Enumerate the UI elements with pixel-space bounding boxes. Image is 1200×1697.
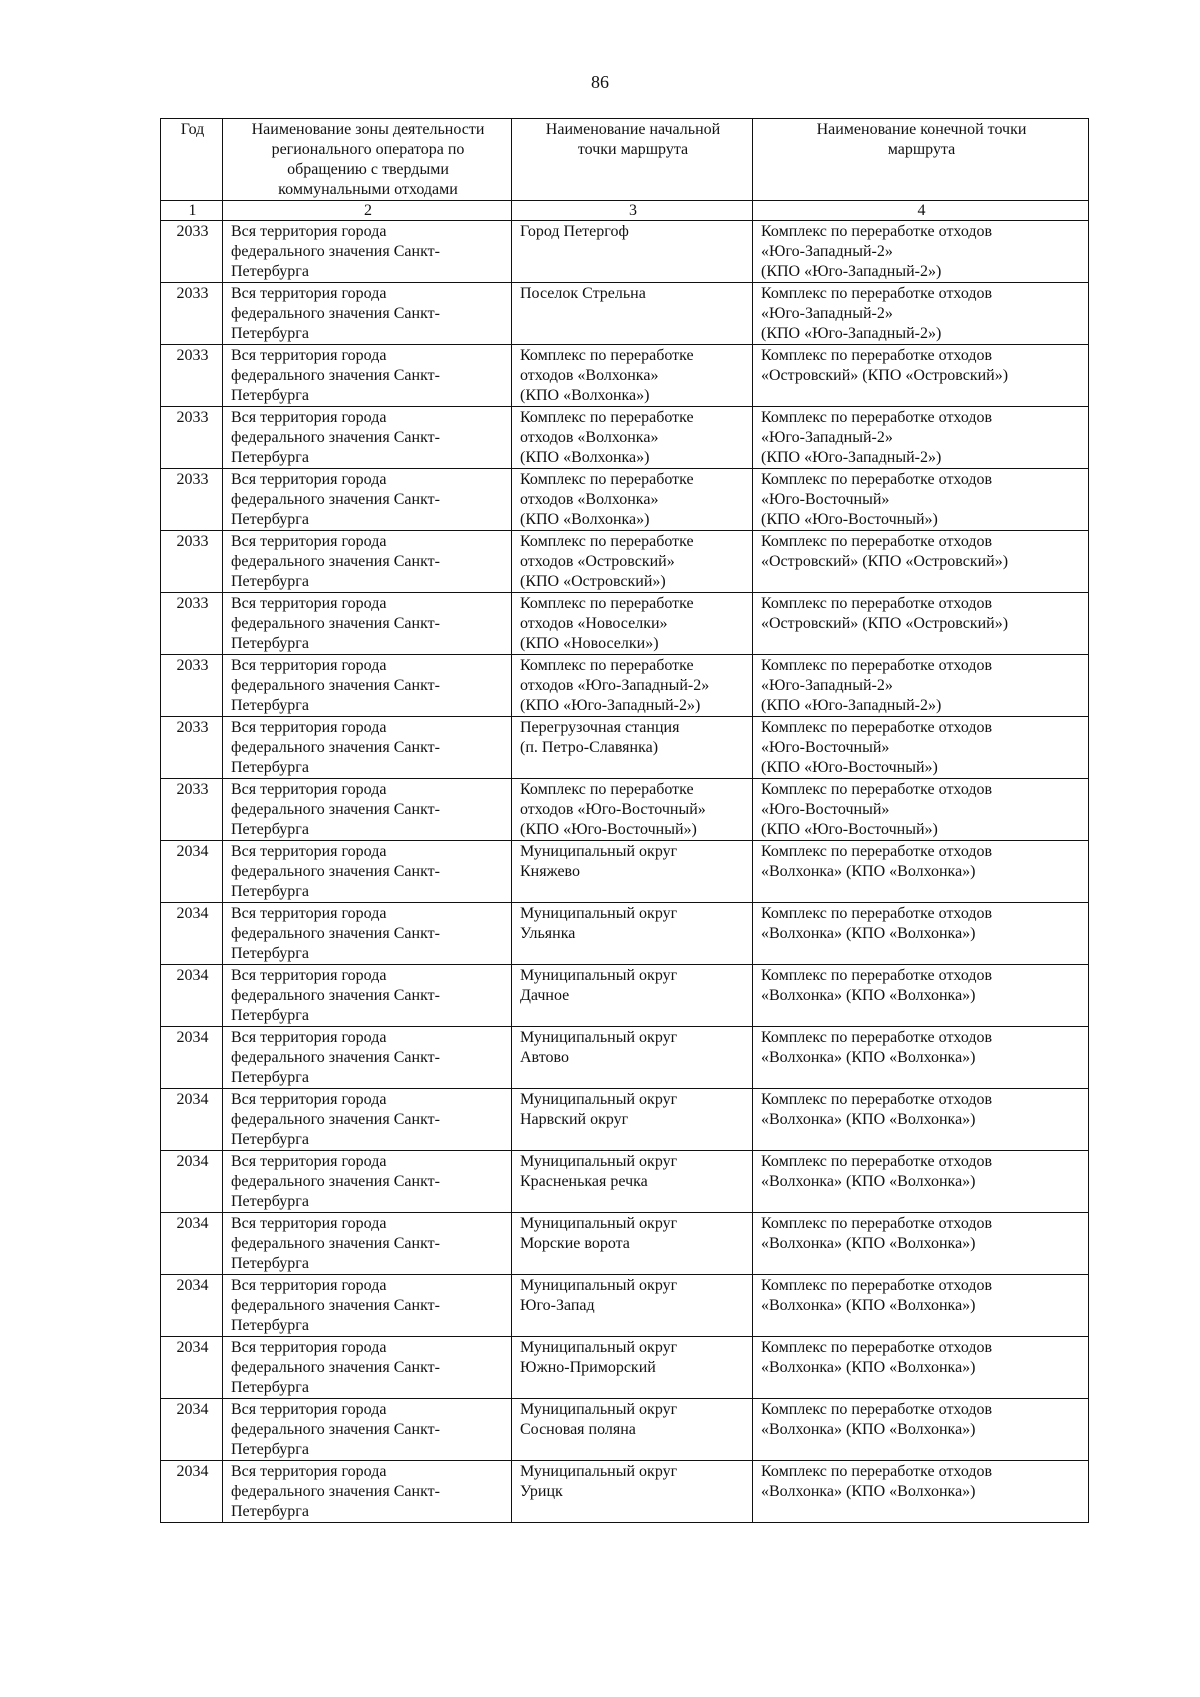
start-point-cell-text: Комплекс по переработке отходов «Юго-Восточный» (КПО «Юго-Восточный») — [520, 781, 706, 838]
end-point-cell-text: Комплекс по переработке отходов «Островский» (КПО «Островский») — [761, 533, 1009, 570]
zone-cell — [223, 779, 512, 841]
zone-cell — [223, 531, 512, 593]
year-cell — [161, 779, 223, 841]
page-number: 86 — [591, 72, 609, 92]
table-row — [161, 965, 1089, 1027]
table-row — [161, 283, 1089, 345]
table-row — [161, 531, 1089, 593]
start-point-cell — [512, 965, 753, 1027]
column-number-row — [161, 201, 1089, 221]
start-point-cell — [512, 1337, 753, 1399]
year-cell — [161, 1399, 223, 1461]
zone-cell-text: Вся территория города федерального значения Санкт- Петербурга — [231, 1029, 440, 1086]
end-point-cell — [753, 1213, 1089, 1275]
end-point-cell-text: Комплекс по переработке отходов «Волхонка» (КПО «Волхонка») — [761, 843, 993, 880]
zone-cell-text: Вся территория города федерального значения Санкт- Петербурга — [231, 781, 440, 838]
end-point-cell-text: Комплекс по переработке отходов «Волхонка» (КПО «Волхонка») — [761, 1339, 993, 1376]
table-row — [161, 841, 1089, 903]
year-cell-text: 2034 — [176, 905, 209, 922]
year-cell — [161, 593, 223, 655]
year-cell-text: 2034 — [176, 1029, 209, 1046]
end-point-cell-text: Комплекс по переработке отходов «Волхонка» (КПО «Волхонка») — [761, 1463, 993, 1500]
start-point-cell-text: Муниципальный округ Дачное — [520, 967, 678, 1004]
start-point-cell — [512, 407, 753, 469]
year-cell-text: 2033 — [176, 719, 209, 736]
zone-cell — [223, 903, 512, 965]
end-point-cell — [753, 1275, 1089, 1337]
year-cell-text: 2034 — [176, 1277, 209, 1294]
table-row — [161, 717, 1089, 779]
zone-cell — [223, 469, 512, 531]
zone-cell-text: Вся территория города федерального значения Санкт- Петербурга — [231, 719, 440, 776]
end-point-cell-text: Комплекс по переработке отходов «Юго-Западный-2» (КПО «Юго-Западный-2») — [761, 409, 993, 466]
table-header-row — [161, 119, 1089, 201]
start-point-cell-text: Муниципальный округ Морские ворота — [520, 1215, 678, 1252]
column-number: 1 — [161, 201, 223, 221]
start-point-cell — [512, 1027, 753, 1089]
year-cell — [161, 655, 223, 717]
start-point-cell-text: Муниципальный округ Нарвский округ — [520, 1091, 678, 1128]
start-point-cell — [512, 841, 753, 903]
header-year: Год — [161, 119, 223, 201]
start-point-cell-text: Муниципальный округ Красненькая речка — [520, 1153, 678, 1190]
table-row — [161, 655, 1089, 717]
zone-cell-text: Вся территория города федерального значения Санкт- Петербурга — [231, 843, 440, 900]
start-point-cell-text: Муниципальный округ Ульянка — [520, 905, 678, 942]
header-start-point: Наименование начальной точки маршрута — [512, 119, 753, 201]
start-point-cell-text: Комплекс по переработке отходов «Юго-Западный-2» (КПО «Юго-Западный-2») — [520, 657, 710, 714]
end-point-cell — [753, 221, 1089, 283]
year-cell-text: 2034 — [176, 1215, 209, 1232]
zone-cell-text: Вся территория города федерального значения Санкт- Петербурга — [231, 1153, 440, 1210]
year-cell-text: 2034 — [176, 1339, 209, 1356]
end-point-cell-text: Комплекс по переработке отходов «Волхонка» (КПО «Волхонка») — [761, 1215, 993, 1252]
table-body — [161, 221, 1089, 1523]
end-point-cell-text: Комплекс по переработке отходов «Юго-Восточный» (КПО «Юго-Восточный») — [761, 719, 993, 776]
start-point-cell — [512, 1461, 753, 1523]
start-point-cell-text: Комплекс по переработке отходов «Волхонка» (КПО «Волхонка») — [520, 409, 694, 466]
end-point-cell — [753, 283, 1089, 345]
table-row — [161, 1027, 1089, 1089]
table-row — [161, 903, 1089, 965]
year-cell-text: 2033 — [176, 223, 209, 240]
year-cell — [161, 903, 223, 965]
year-cell — [161, 283, 223, 345]
end-point-cell — [753, 965, 1089, 1027]
start-point-cell-text: Город Петергоф — [520, 223, 629, 240]
table-row — [161, 469, 1089, 531]
table-row — [161, 1399, 1089, 1461]
year-cell — [161, 965, 223, 1027]
zone-cell — [223, 655, 512, 717]
zone-cell-text: Вся территория города федерального значения Санкт- Петербурга — [231, 1401, 440, 1458]
end-point-cell — [753, 407, 1089, 469]
zone-cell-text: Вся территория города федерального значения Санкт- Петербурга — [231, 1463, 440, 1520]
column-number: 2 — [223, 201, 512, 221]
column-number: 3 — [512, 201, 753, 221]
zone-cell-text: Вся территория города федерального значения Санкт- Петербурга — [231, 471, 440, 528]
zone-cell-text: Вся территория города федерального значения Санкт- Петербурга — [231, 1277, 440, 1334]
start-point-cell — [512, 469, 753, 531]
start-point-cell-text: Комплекс по переработке отходов «Островский» (КПО «Островский») — [520, 533, 694, 590]
end-point-cell-text: Комплекс по переработке отходов «Волхонка» (КПО «Волхонка») — [761, 1029, 993, 1066]
start-point-cell — [512, 1399, 753, 1461]
start-point-cell — [512, 1275, 753, 1337]
year-cell — [161, 1461, 223, 1523]
start-point-cell-text: Муниципальный округ Сосновая поляна — [520, 1401, 678, 1438]
end-point-cell-text: Комплекс по переработке отходов «Волхонка» (КПО «Волхонка») — [761, 967, 993, 1004]
start-point-cell-text: Комплекс по переработке отходов «Новоселки» (КПО «Новоселки») — [520, 595, 694, 652]
year-cell — [161, 469, 223, 531]
end-point-cell-text: Комплекс по переработке отходов «Волхонка» (КПО «Волхонка») — [761, 1401, 993, 1438]
year-cell-text: 2034 — [176, 1463, 209, 1480]
zone-cell — [223, 965, 512, 1027]
zone-cell — [223, 283, 512, 345]
zone-cell — [223, 717, 512, 779]
end-point-cell — [753, 345, 1089, 407]
column-number: 4 — [753, 201, 1089, 221]
end-point-cell — [753, 779, 1089, 841]
zone-cell — [223, 841, 512, 903]
zone-cell — [223, 1399, 512, 1461]
year-cell-text: 2034 — [176, 843, 209, 860]
zone-cell — [223, 1337, 512, 1399]
end-point-cell — [753, 1027, 1089, 1089]
year-cell — [161, 1337, 223, 1399]
year-cell-text: 2033 — [176, 657, 209, 674]
zone-cell-text: Вся территория города федерального значения Санкт- Петербурга — [231, 533, 440, 590]
year-cell — [161, 221, 223, 283]
start-point-cell — [512, 221, 753, 283]
zone-cell — [223, 1027, 512, 1089]
start-point-cell-text: Муниципальный округ Урицк — [520, 1463, 678, 1500]
zone-cell — [223, 407, 512, 469]
start-point-cell-text: Комплекс по переработке отходов «Волхонка» (КПО «Волхонка») — [520, 471, 694, 528]
year-cell-text: 2034 — [176, 1401, 209, 1418]
zone-cell-text: Вся территория города федерального значения Санкт- Петербурга — [231, 285, 440, 342]
year-cell — [161, 1027, 223, 1089]
end-point-cell-text: Комплекс по переработке отходов «Юго-Восточный» (КПО «Юго-Восточный») — [761, 781, 993, 838]
table-row — [161, 1461, 1089, 1523]
year-cell — [161, 1089, 223, 1151]
year-cell-text: 2034 — [176, 1091, 209, 1108]
zone-cell — [223, 221, 512, 283]
start-point-cell-text: Муниципальный округ Княжево — [520, 843, 678, 880]
routes-table — [160, 118, 1089, 1523]
start-point-cell-text: Муниципальный округ Южно-Приморский — [520, 1339, 678, 1376]
zone-cell — [223, 1089, 512, 1151]
end-point-cell-text: Комплекс по переработке отходов «Островский» (КПО «Островский») — [761, 595, 1009, 632]
zone-cell-text: Вся территория города федерального значения Санкт- Петербурга — [231, 1215, 440, 1272]
end-point-cell — [753, 903, 1089, 965]
start-point-cell — [512, 593, 753, 655]
table-row — [161, 779, 1089, 841]
end-point-cell-text: Комплекс по переработке отходов «Волхонка» (КПО «Волхонка») — [761, 905, 993, 942]
year-cell-text: 2034 — [176, 1153, 209, 1170]
year-cell — [161, 841, 223, 903]
end-point-cell — [753, 655, 1089, 717]
start-point-cell — [512, 283, 753, 345]
end-point-cell-text: Комплекс по переработке отходов «Юго-Западный-2» (КПО «Юго-Западный-2») — [761, 657, 993, 714]
table-row — [161, 407, 1089, 469]
end-point-cell — [753, 1461, 1089, 1523]
year-cell — [161, 1213, 223, 1275]
zone-cell-text: Вся территория города федерального значения Санкт- Петербурга — [231, 967, 440, 1024]
start-point-cell — [512, 1151, 753, 1213]
end-point-cell — [753, 1399, 1089, 1461]
start-point-cell — [512, 345, 753, 407]
end-point-cell — [753, 1089, 1089, 1151]
start-point-cell — [512, 903, 753, 965]
year-cell — [161, 1151, 223, 1213]
start-point-cell — [512, 717, 753, 779]
start-point-cell — [512, 1213, 753, 1275]
end-point-cell-text: Комплекс по переработке отходов «Островский» (КПО «Островский») — [761, 347, 1009, 384]
start-point-cell — [512, 531, 753, 593]
start-point-cell — [512, 655, 753, 717]
end-point-cell-text: Комплекс по переработке отходов «Юго-Западный-2» (КПО «Юго-Западный-2») — [761, 285, 993, 342]
start-point-cell-text: Комплекс по переработке отходов «Волхонка» (КПО «Волхонка») — [520, 347, 694, 404]
start-point-cell-text: Муниципальный округ Автово — [520, 1029, 678, 1066]
zone-cell-text: Вся территория города федерального значения Санкт- Петербурга — [231, 905, 440, 962]
year-cell-text: 2033 — [176, 781, 209, 798]
end-point-cell-text: Комплекс по переработке отходов «Юго-Восточный» (КПО «Юго-Восточный») — [761, 471, 993, 528]
zone-cell — [223, 1275, 512, 1337]
year-cell — [161, 407, 223, 469]
zone-cell — [223, 593, 512, 655]
end-point-cell-text: Комплекс по переработке отходов «Волхонка» (КПО «Волхонка») — [761, 1277, 993, 1314]
table-row — [161, 345, 1089, 407]
end-point-cell — [753, 593, 1089, 655]
zone-cell-text: Вся территория города федерального значения Санкт- Петербурга — [231, 347, 440, 404]
zone-cell — [223, 1151, 512, 1213]
start-point-cell-text: Муниципальный округ Юго-Запад — [520, 1277, 678, 1314]
year-cell-text: 2033 — [176, 347, 209, 364]
year-cell-text: 2033 — [176, 533, 209, 550]
end-point-cell-text: Комплекс по переработке отходов «Волхонка» (КПО «Волхонка») — [761, 1153, 993, 1190]
table-row — [161, 1337, 1089, 1399]
table-row — [161, 1089, 1089, 1151]
year-cell — [161, 717, 223, 779]
zone-cell-text: Вся территория города федерального значения Санкт- Петербурга — [231, 223, 440, 280]
end-point-cell — [753, 841, 1089, 903]
table-row — [161, 1275, 1089, 1337]
end-point-cell — [753, 1337, 1089, 1399]
year-cell-text: 2034 — [176, 967, 209, 984]
end-point-cell — [753, 1151, 1089, 1213]
header-end-point: Наименование конечной точки маршрута — [753, 119, 1089, 201]
end-point-cell-text: Комплекс по переработке отходов «Волхонка» (КПО «Волхонка») — [761, 1091, 993, 1128]
year-cell — [161, 345, 223, 407]
year-cell-text: 2033 — [176, 285, 209, 302]
table-row — [161, 1151, 1089, 1213]
end-point-cell — [753, 717, 1089, 779]
year-cell-text: 2033 — [176, 595, 209, 612]
start-point-cell-text: Поселок Стрельна — [520, 285, 646, 302]
end-point-cell-text: Комплекс по переработке отходов «Юго-Западный-2» (КПО «Юго-Западный-2») — [761, 223, 993, 280]
zone-cell — [223, 1461, 512, 1523]
end-point-cell — [753, 531, 1089, 593]
year-cell-text: 2033 — [176, 471, 209, 488]
table-row — [161, 221, 1089, 283]
start-point-cell-text: Перегрузочная станция (п. Петро-Славянка) — [520, 719, 680, 756]
zone-cell — [223, 345, 512, 407]
zone-cell-text: Вся территория города федерального значения Санкт- Петербурга — [231, 595, 440, 652]
start-point-cell — [512, 779, 753, 841]
table-row — [161, 593, 1089, 655]
zone-cell-text: Вся территория города федерального значения Санкт- Петербурга — [231, 1339, 440, 1396]
header-zone: Наименование зоны деятельности регионального оператора по обращению с твердыми коммунальными отходами — [223, 119, 512, 201]
end-point-cell — [753, 469, 1089, 531]
zone-cell — [223, 1213, 512, 1275]
zone-cell-text: Вся территория города федерального значения Санкт- Петербурга — [231, 409, 440, 466]
table-row — [161, 1213, 1089, 1275]
zone-cell-text: Вся территория города федерального значения Санкт- Петербурга — [231, 657, 440, 714]
year-cell — [161, 1275, 223, 1337]
start-point-cell — [512, 1089, 753, 1151]
year-cell — [161, 531, 223, 593]
zone-cell-text: Вся территория города федерального значения Санкт- Петербурга — [231, 1091, 440, 1148]
year-cell-text: 2033 — [176, 409, 209, 426]
